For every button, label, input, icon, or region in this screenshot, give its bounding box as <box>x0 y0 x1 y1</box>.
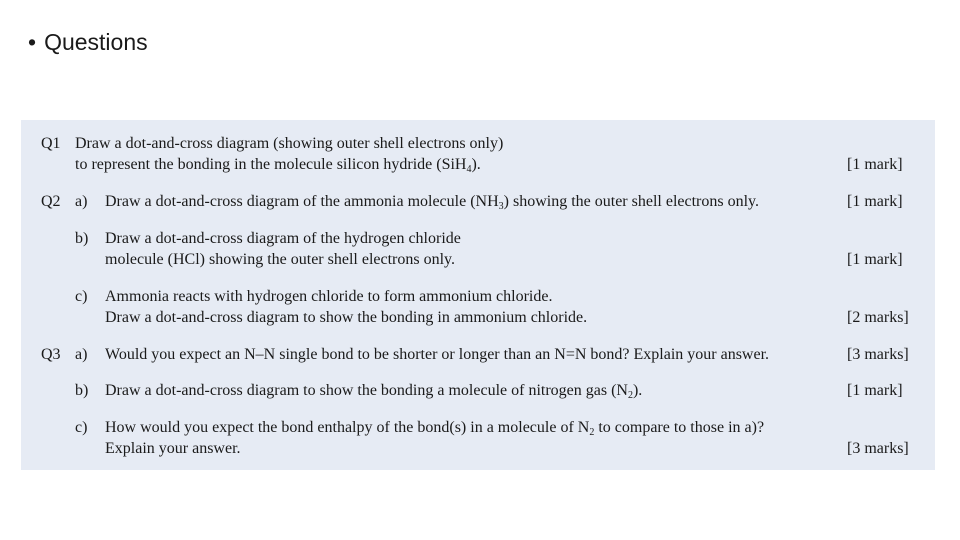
q2b-line1: Draw a dot-and-cross diagram of the hydrogen chloride <box>105 230 461 247</box>
q3c-mark: [3 marks] <box>847 440 909 457</box>
q1-line2-pre: to represent the bonding in the molecule silicon hydride (SiH <box>75 156 467 173</box>
q3a-part: a) <box>75 346 88 363</box>
q2a-post: ) showing the outer shell electrons only. <box>503 193 759 210</box>
q2b-line2: molecule (HCl) showing the outer shell electrons only. <box>105 251 455 268</box>
q1-mark: [1 mark] <box>847 156 903 173</box>
q1-number: Q1 <box>41 135 61 152</box>
q3c-line2: Explain your answer. <box>105 440 241 457</box>
q2a-subscript: 3 <box>498 201 504 212</box>
q2a-text <box>105 192 759 212</box>
q2b-part: b) <box>75 230 89 247</box>
q3c-part: c) <box>75 419 88 436</box>
q2a-part: a) <box>75 193 88 210</box>
q2c-line2: Draw a dot-and-cross diagram to show the bonding in ammonium chloride. <box>105 309 588 326</box>
q3b-mark: [1 mark] <box>847 382 903 399</box>
q3b-post: ). <box>632 382 643 399</box>
q3b-subscript: 2 <box>627 390 633 401</box>
q1-line1: Draw a dot-and-cross diagram (showing outer shell electrons only) <box>75 135 504 152</box>
q1-line2-post: ). <box>471 156 481 173</box>
q3a-mark: [3 marks] <box>847 346 909 363</box>
q3b-part: b) <box>75 382 89 399</box>
q3c-pre: How would you expect the bond enthalpy of the bond(s) in a molecule of N <box>105 419 590 436</box>
q3b-text <box>105 381 642 401</box>
bullet-icon: • <box>28 29 37 55</box>
q2b-mark: [1 mark] <box>847 251 903 268</box>
questions-panel <box>21 120 935 470</box>
q1-line2 <box>75 155 481 175</box>
q2-number: Q2 <box>41 193 61 210</box>
q1-subscript: 4 <box>466 164 472 175</box>
q2c-mark: [2 marks] <box>847 309 909 326</box>
q2c-line1: Ammonia reacts with hydrogen chloride to form ammonium chloride. <box>105 288 553 305</box>
slide-title-text: Questions <box>44 29 148 55</box>
q2a-mark: [1 mark] <box>847 193 903 210</box>
q3c-post: to compare to those in a)? <box>594 419 765 436</box>
q2a-pre: Draw a dot-and-cross diagram of the ammonia molecule (NH <box>105 193 499 210</box>
q3a-text: Would you expect an N–N single bond to be shorter or longer than an N=N bond? Explain your answer. <box>105 346 770 363</box>
q3-number: Q3 <box>41 346 61 363</box>
q2c-part: c) <box>75 288 88 305</box>
slide-title <box>28 29 148 56</box>
q3c-line1 <box>105 418 764 438</box>
q3b-pre: Draw a dot-and-cross diagram to show the bonding a molecule of nitrogen gas (N <box>105 382 628 399</box>
q3c-subscript: 2 <box>589 427 595 438</box>
